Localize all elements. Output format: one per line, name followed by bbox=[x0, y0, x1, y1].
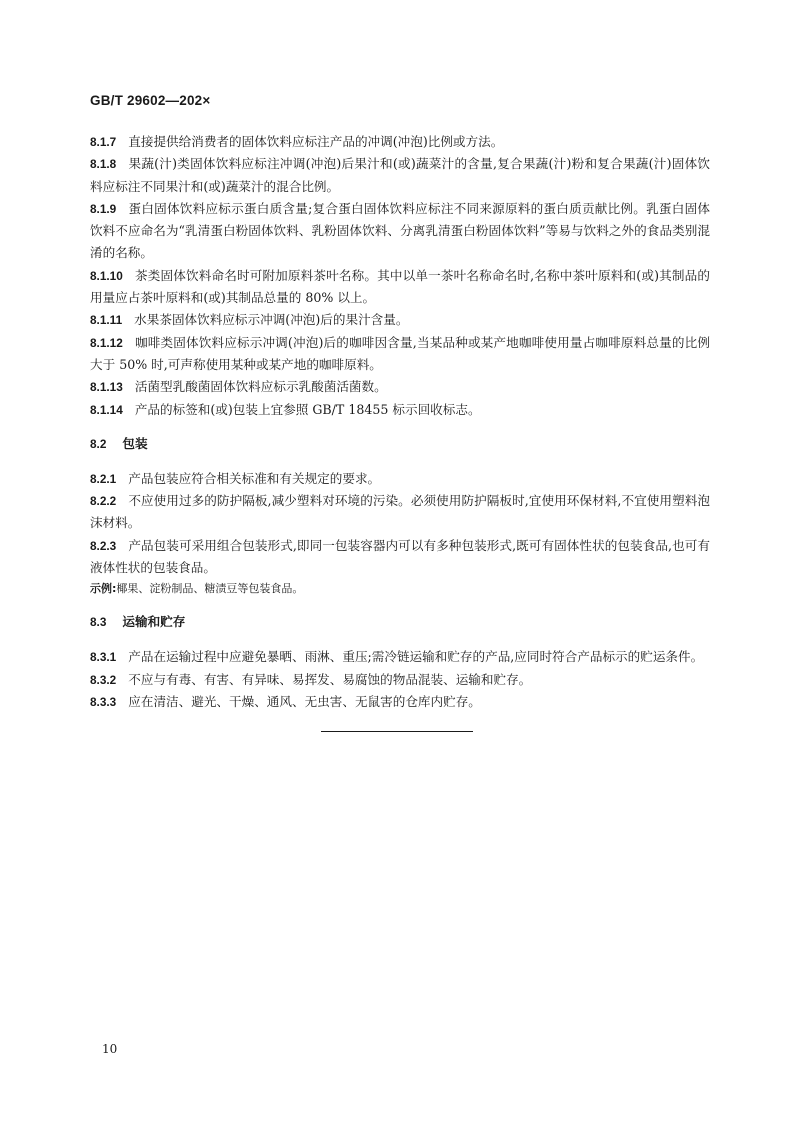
clause-8-2-3 bbox=[90, 535, 710, 580]
clause-number: 8.2.3 bbox=[90, 538, 117, 553]
clause-8-1-14 bbox=[90, 399, 710, 421]
clause-8-3-2 bbox=[90, 669, 710, 691]
clause-8-1-12 bbox=[90, 332, 710, 377]
example-text: 椰果、淀粉制品、糖渍豆等包装食品。 bbox=[116, 582, 304, 596]
clause-text: 咖啡类固体饮料应标示冲调(冲泡)后的咖啡因含量,当某品种或某产地咖啡使用量占咖啡原料总量的比例大于 50% 时,可声称使用某种或某产地的咖啡原料。 bbox=[90, 334, 710, 372]
section-heading-packaging bbox=[90, 433, 710, 456]
clause-8-1-7 bbox=[90, 131, 710, 153]
clause-8-1-10 bbox=[90, 265, 710, 310]
clause-8-1-8 bbox=[90, 153, 710, 198]
clause-number: 8.3.1 bbox=[90, 650, 117, 665]
section-title: 包装 bbox=[122, 435, 148, 451]
clause-text: 应在清洁、避光、干燥、通风、无虫害、无鼠害的仓库内贮存。 bbox=[128, 693, 481, 709]
section-title: 运输和贮存 bbox=[122, 614, 186, 630]
clause-text: 活菌型乳酸菌固体饮料应标示乳酸菌活菌数。 bbox=[134, 379, 387, 395]
clause-number: 8.3.3 bbox=[90, 694, 117, 709]
clause-number: 8.1.11 bbox=[90, 313, 123, 328]
clause-text: 蛋白固体饮料应标示蛋白质含量;复合蛋白固体饮料应标注不同来源原料的蛋白质贡献比例。乳蛋白固体饮料不应命名为“乳清蛋白粉固体饮料、乳粉固体饮料、分离乳清蛋白粉固体饮料”等易与饮料之外的食品类别混淆的名称。 bbox=[90, 200, 710, 261]
section-heading-transport-storage bbox=[90, 611, 710, 634]
clause-number: 8.2.1 bbox=[90, 471, 117, 486]
end-of-document-rule bbox=[321, 731, 473, 732]
clause-number: 8.1.8 bbox=[90, 157, 117, 172]
clause-8-1-11 bbox=[90, 309, 710, 331]
clause-number: 8.1.14 bbox=[90, 402, 123, 417]
example-label: 示例: bbox=[90, 582, 117, 596]
clause-text: 产品的标签和(或)包装上宜参照 GB/T 18455 标示回收标志。 bbox=[134, 401, 481, 417]
clause-8-2-1 bbox=[90, 468, 710, 490]
clause-number: 8.1.13 bbox=[90, 380, 123, 395]
example-note bbox=[90, 579, 710, 599]
clause-text: 直接提供给消费者的固体饮料应标注产品的冲调(冲泡)比例或方法。 bbox=[128, 134, 504, 149]
clause-text: 产品在运输过程中应避免暴晒、雨淋、重压;需冷链运输和贮存的产品,应同时符合产品标示的贮运条件。 bbox=[128, 649, 704, 665]
section-number: 8.3 bbox=[90, 615, 107, 630]
clause-number: 8.3.2 bbox=[90, 672, 117, 687]
section-number: 8.2 bbox=[90, 436, 107, 451]
clause-text: 不应与有毒、有害、有异味、易挥发、易腐蚀的物品混装、运输和贮存。 bbox=[128, 671, 532, 687]
clause-8-1-13 bbox=[90, 376, 710, 398]
clause-number: 8.1.10 bbox=[90, 268, 123, 283]
clause-text: 产品包装可采用组合包装形式,即同一包装容器内可以有多种包装形式,既可有固体性状的包装食品,也可有液体性状的包装食品。 bbox=[90, 537, 710, 576]
clause-number: 8.2.2 bbox=[90, 494, 117, 509]
clause-8-3-1 bbox=[90, 646, 710, 668]
clause-number: 8.1.12 bbox=[90, 335, 123, 350]
clause-8-1-9 bbox=[90, 198, 710, 265]
clause-8-2-2 bbox=[90, 490, 710, 535]
clause-number: 8.1.9 bbox=[90, 201, 117, 216]
clause-8-3-3 bbox=[90, 691, 710, 713]
clause-text: 不应使用过多的防护隔板,减少塑料对环境的污染。必须使用防护隔板时,宜使用环保材料,不宜使用塑料泡沫材料。 bbox=[90, 493, 710, 531]
clause-text: 产品包装应符合相关标准和有关规定的要求。 bbox=[128, 470, 381, 486]
clause-text: 果蔬(汁)类固体饮料应标注冲调(冲泡)后果汁和(或)蔬菜汁的含量,复合果蔬(汁)粉和复合果蔬(汁)固体饮料应标注不同果汁和(或)蔬菜汁的混合比例。 bbox=[90, 156, 710, 194]
standard-code-header: GB/T 29602—202× bbox=[90, 93, 211, 108]
document-body bbox=[90, 131, 710, 713]
page-number: 10 bbox=[102, 1042, 118, 1056]
clause-number: 8.1.7 bbox=[90, 135, 117, 149]
clause-text: 茶类固体饮料命名时可附加原料茶叶名称。其中以单一茶叶名称命名时,名称中茶叶原料和(或)其制品的用量应占茶叶原料和(或)其制品总量的 80% 以上。 bbox=[90, 267, 710, 306]
clause-text: 水果茶固体饮料应标示冲调(冲泡)后的果汁含量。 bbox=[134, 312, 409, 328]
